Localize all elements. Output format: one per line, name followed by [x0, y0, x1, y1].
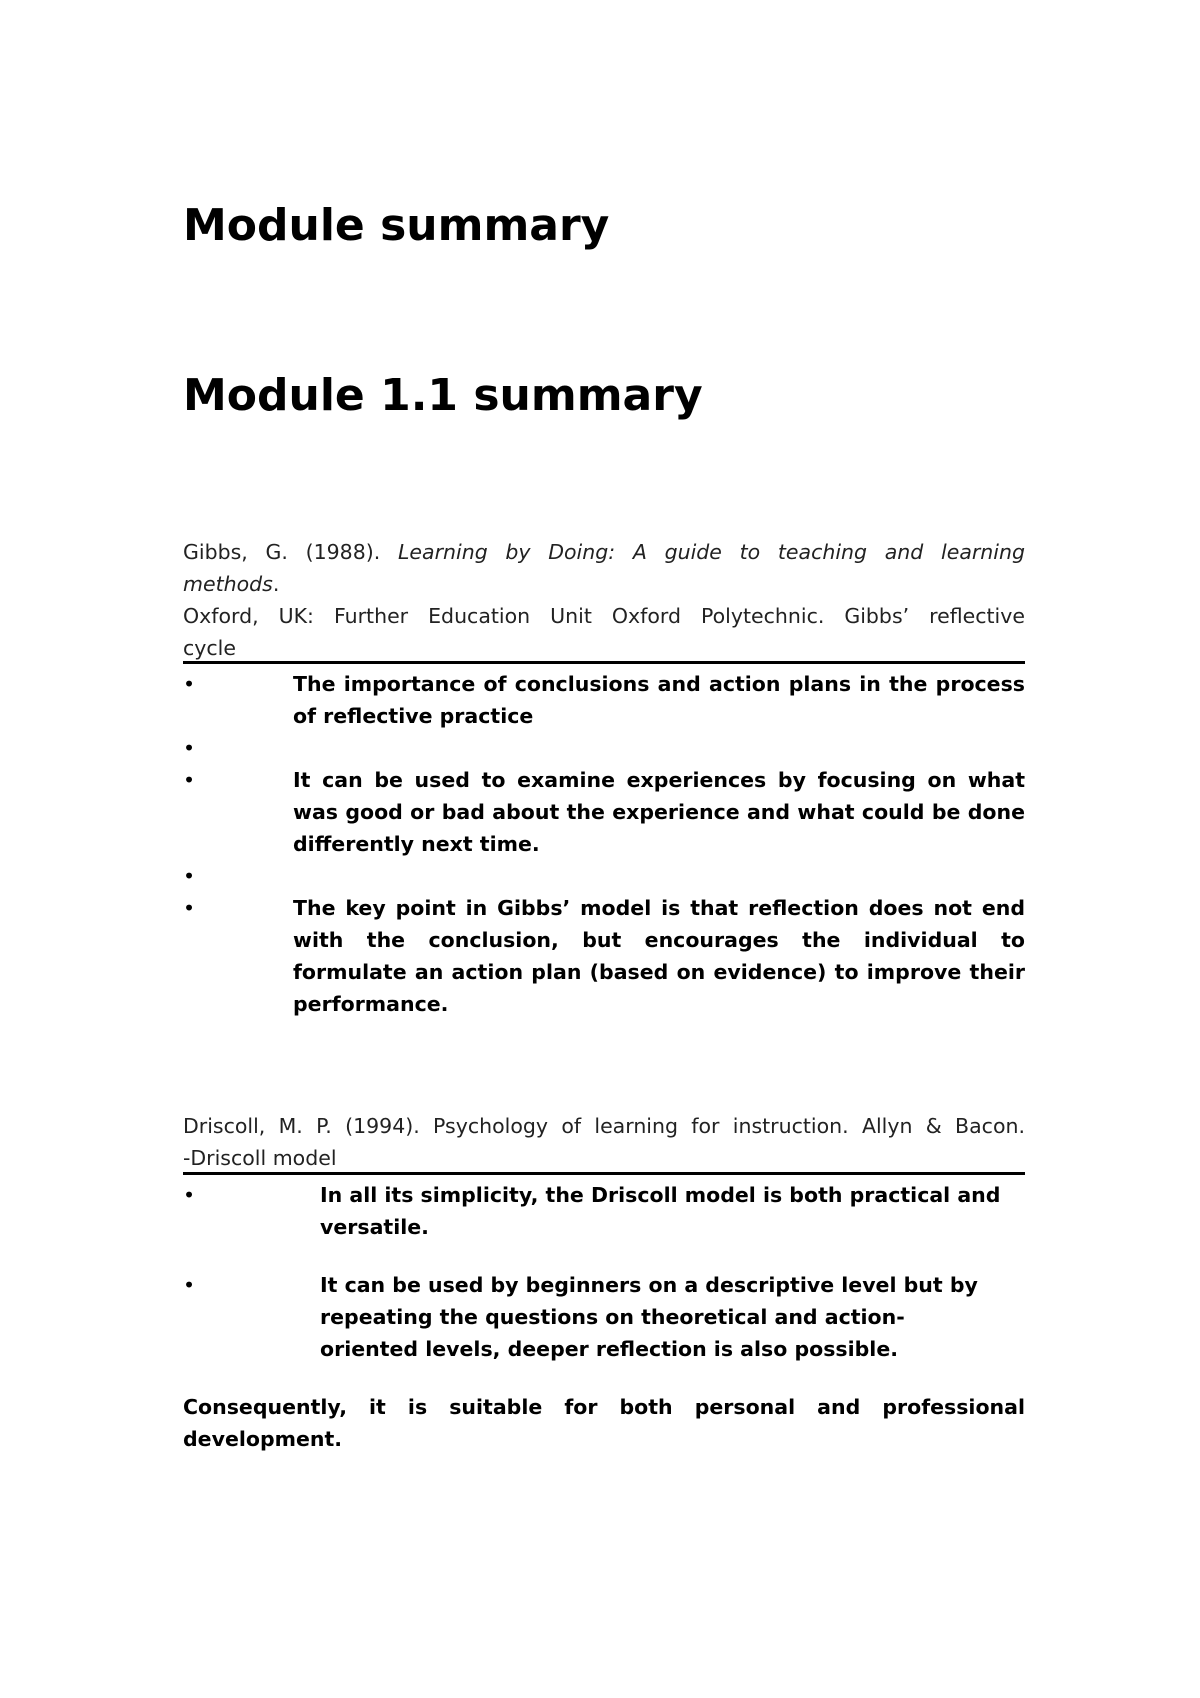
list-item: [183, 1179, 1025, 1243]
list-item: [183, 860, 1025, 892]
bullet-icon: •: [183, 672, 196, 696]
driscoll-reference: [183, 1110, 1025, 1174]
list-item: [183, 668, 1025, 732]
bullet-icon: •: [183, 1183, 196, 1207]
gibbs-ref-title-cont: methods: [183, 572, 273, 596]
bullet-icon: •: [183, 1273, 196, 1297]
gibbs-ref-title-end: .: [272, 572, 280, 596]
gibbs-ref-title: Learning by Doing: A guide to teaching and learning: [397, 540, 1025, 564]
bullet-text: The key point in Gibbs’ model is that reflection does not end with the conclusion, but encourages the individual to formulate an action plan (based on evidence) to improve their performance.: [293, 896, 1025, 1016]
driscoll-ref-line-1: Driscoll, M. P. (1994). Psychology of learning for instruction. Allyn & Bacon.: [183, 1114, 1025, 1138]
list-item: [183, 732, 1025, 764]
gibbs-ref-line-2: [183, 568, 1025, 600]
bullet-text: It can be used to examine experiences by focusing on what was good or bad about the experience and what could be done differently next time.: [293, 768, 1025, 856]
gibbs-ref-line-4: cycle: [183, 636, 236, 660]
bullet-text: The importance of conclusions and action plans in the process of reflective practice: [293, 672, 1025, 728]
page-title: Module summary: [183, 200, 610, 251]
bullet-text: In all its simplicity, the Driscoll model is both practical and versatile.: [320, 1183, 1001, 1239]
gibbs-ref-line-3: Oxford, UK: Further Education Unit Oxford Polytechnic. Gibbs’ reflective: [183, 604, 1025, 628]
driscoll-ref-line-2: -Driscoll model: [183, 1146, 337, 1170]
bullet-icon: •: [183, 768, 196, 792]
bullet-icon: •: [183, 736, 196, 760]
bullet-text: It can be used by beginners on a descriptive level but by repeating the questions on theoretical and action-oriented levels, deeper reflection is also possible.: [320, 1273, 978, 1361]
list-item: [183, 764, 1025, 860]
gibbs-ref-author: Gibbs, G. (1988).: [183, 540, 398, 564]
driscoll-divider: [183, 1172, 1025, 1175]
driscoll-bullet-list: [183, 1179, 1025, 1365]
gibbs-bullet-list: [183, 668, 1025, 1020]
gibbs-ref-line-1: [183, 536, 1025, 568]
bullet-icon: •: [183, 864, 196, 888]
gibbs-reference: [183, 536, 1025, 664]
section-title: Module 1.1 summary: [183, 370, 703, 421]
gibbs-divider: [183, 661, 1025, 664]
bullet-icon: •: [183, 896, 196, 920]
list-item: [183, 1269, 1025, 1365]
list-item: [183, 892, 1025, 1020]
driscoll-conclusion: Consequently, it is suitable for both personal and professional development.: [183, 1395, 1025, 1451]
